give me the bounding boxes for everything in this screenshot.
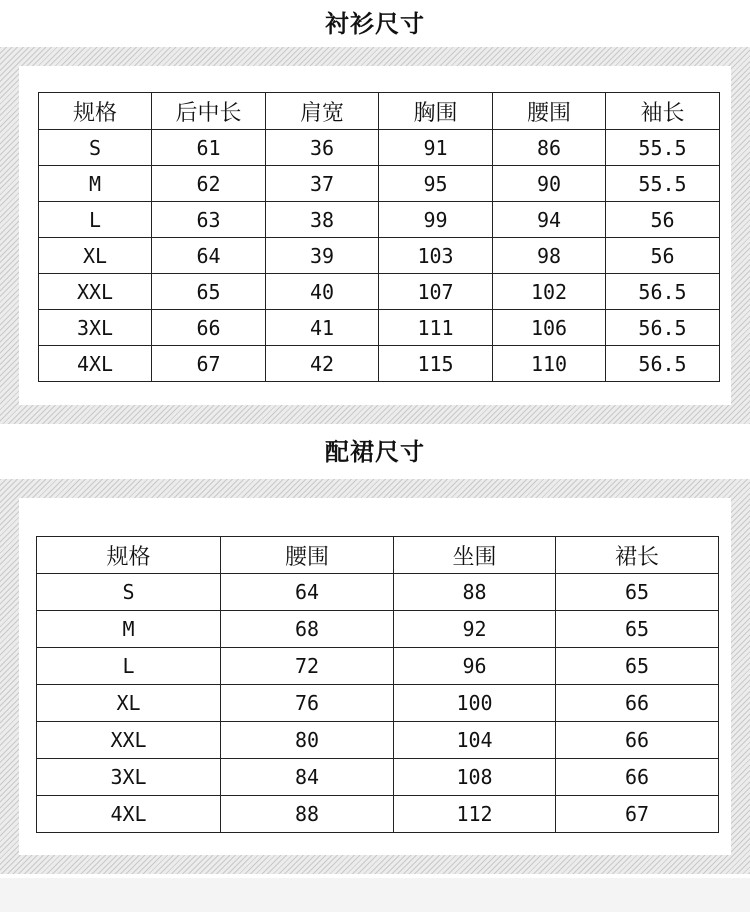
table-cell: 106: [493, 310, 606, 346]
header-cell-size: 规格: [39, 93, 152, 130]
table-cell: XXL: [37, 722, 221, 759]
table-cell: 92: [394, 611, 556, 648]
skirt-size-table: [36, 536, 719, 833]
table-cell: 65: [152, 274, 266, 310]
table-cell: 56.5: [606, 274, 720, 310]
table-cell: 99: [379, 202, 493, 238]
table-cell: 68: [221, 611, 394, 648]
table-row: [37, 611, 719, 648]
table-row: [39, 238, 720, 274]
table-cell: M: [39, 166, 152, 202]
shirt-size-title: 衬衫尺寸: [325, 10, 425, 38]
table-cell: 76: [221, 685, 394, 722]
header-cell-skirt-length: 裙长: [556, 537, 719, 574]
table-cell: 65: [556, 611, 719, 648]
skirt-size-title: 配裙尺寸: [325, 438, 425, 466]
table-cell: 91: [379, 130, 493, 166]
table-cell: 64: [152, 238, 266, 274]
table-cell: 67: [152, 346, 266, 382]
table-cell: 115: [379, 346, 493, 382]
table-cell: XL: [39, 238, 152, 274]
table-row: [37, 574, 719, 611]
table-cell: 103: [379, 238, 493, 274]
table-cell: 38: [266, 202, 379, 238]
table-cell: XL: [37, 685, 221, 722]
shirt-table-body: [39, 130, 720, 382]
table-cell: 66: [556, 685, 719, 722]
table-cell: 55.5: [606, 166, 720, 202]
table-cell: 42: [266, 346, 379, 382]
table-row: [37, 796, 719, 833]
table-cell: 66: [556, 722, 719, 759]
table-cell: 39: [266, 238, 379, 274]
table-cell: 65: [556, 574, 719, 611]
table-cell: 56.5: [606, 310, 720, 346]
table-cell: 65: [556, 648, 719, 685]
table-cell: 112: [394, 796, 556, 833]
header-cell-hip: 坐围: [394, 537, 556, 574]
table-cell: 36: [266, 130, 379, 166]
table-cell: 62: [152, 166, 266, 202]
table-cell: L: [37, 648, 221, 685]
shirt-size-table: [38, 92, 720, 382]
table-row: [39, 130, 720, 166]
table-row: [37, 648, 719, 685]
table-cell: 96: [394, 648, 556, 685]
table-cell: 95: [379, 166, 493, 202]
table-row: [37, 685, 719, 722]
table-row: [39, 346, 720, 382]
header-cell-shoulder: 肩宽: [266, 93, 379, 130]
table-cell: 104: [394, 722, 556, 759]
table-header-row: [39, 93, 720, 130]
header-cell-size: 规格: [37, 537, 221, 574]
table-cell: 88: [394, 574, 556, 611]
header-cell-chest: 胸围: [379, 93, 493, 130]
table-cell: S: [37, 574, 221, 611]
table-cell: L: [39, 202, 152, 238]
table-cell: 94: [493, 202, 606, 238]
table-cell: 55.5: [606, 130, 720, 166]
table-cell: XXL: [39, 274, 152, 310]
table-cell: 80: [221, 722, 394, 759]
header-cell-sleeve: 袖长: [606, 93, 720, 130]
table-cell: 64: [221, 574, 394, 611]
header-cell-waist: 腰围: [221, 537, 394, 574]
table-cell: 90: [493, 166, 606, 202]
table-cell: 108: [394, 759, 556, 796]
table-cell: 98: [493, 238, 606, 274]
table-cell: 4XL: [39, 346, 152, 382]
table-cell: 100: [394, 685, 556, 722]
table-cell: 4XL: [37, 796, 221, 833]
table-cell: 40: [266, 274, 379, 310]
table-row: [39, 166, 720, 202]
table-cell: 67: [556, 796, 719, 833]
table-cell: 61: [152, 130, 266, 166]
table-cell: 3XL: [39, 310, 152, 346]
table-cell: 3XL: [37, 759, 221, 796]
table-row: [37, 759, 719, 796]
table-row: [37, 722, 719, 759]
table-cell: 102: [493, 274, 606, 310]
table-cell: 56.5: [606, 346, 720, 382]
header-cell-back-length: 后中长: [152, 93, 266, 130]
table-cell: 66: [556, 759, 719, 796]
table-cell: S: [39, 130, 152, 166]
skirt-table-body: [37, 574, 719, 833]
table-cell: 63: [152, 202, 266, 238]
table-cell: 107: [379, 274, 493, 310]
table-row: [39, 310, 720, 346]
table-row: [39, 202, 720, 238]
table-cell: 88: [221, 796, 394, 833]
table-row: [39, 274, 720, 310]
bottom-strip: [0, 878, 750, 912]
header-cell-waist: 腰围: [493, 93, 606, 130]
table-cell: 41: [266, 310, 379, 346]
table-cell: 111: [379, 310, 493, 346]
table-cell: 72: [221, 648, 394, 685]
table-cell: 110: [493, 346, 606, 382]
table-cell: 84: [221, 759, 394, 796]
table-header-row: [37, 537, 719, 574]
table-cell: 37: [266, 166, 379, 202]
table-cell: 66: [152, 310, 266, 346]
table-cell: M: [37, 611, 221, 648]
table-cell: 56: [606, 238, 720, 274]
table-cell: 86: [493, 130, 606, 166]
table-cell: 56: [606, 202, 720, 238]
